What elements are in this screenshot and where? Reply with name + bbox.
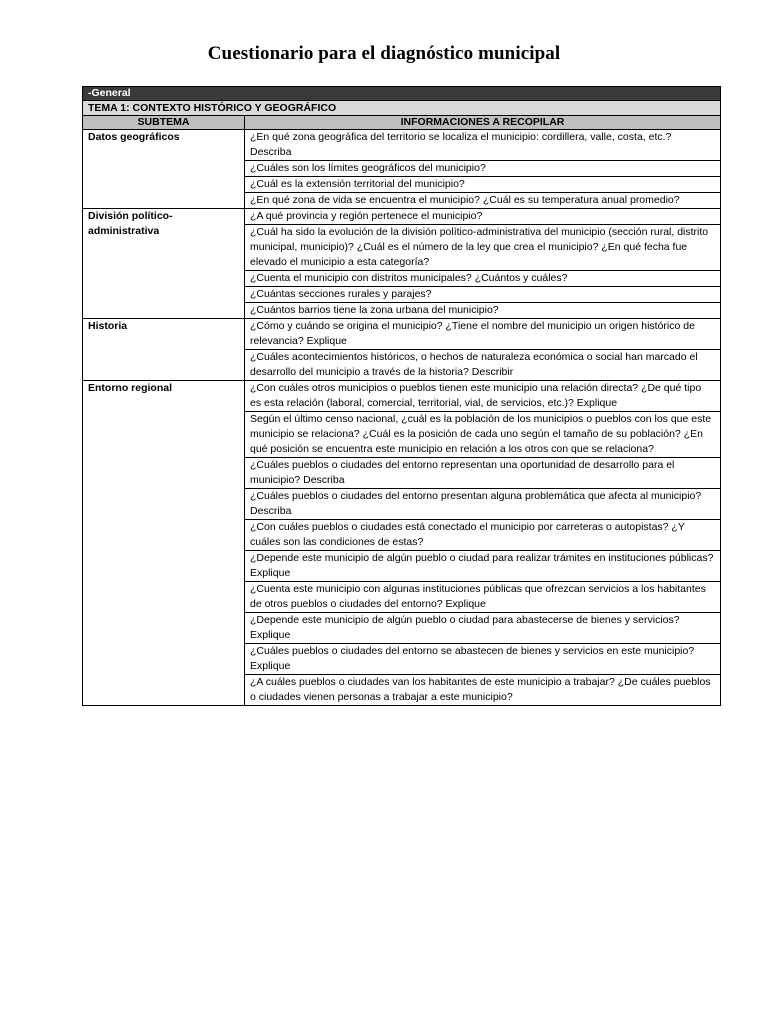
page-title: Cuestionario para el diagnóstico municipal — [207, 43, 561, 64]
question-cell: ¿Cuáles son los límites geográficos del municipio? — [245, 161, 721, 177]
question-cell: ¿Cuántos barrios tiene la zona urbana del municipio? — [245, 303, 721, 319]
question-cell: ¿Cuántas secciones rurales y parajes? — [245, 287, 721, 303]
subtema-cell: Entorno regional — [83, 381, 245, 706]
table-row — [83, 209, 721, 225]
question-cell: ¿A cuáles pueblos o ciudades van los habitantes de este municipio a trabajar? ¿De cuáles pueblos o ciudades vienen personas a trabajar a este municipio? — [245, 675, 721, 706]
question-cell: ¿Cuáles pueblos o ciudades del entorno representan una oportunidad de desarrollo para el municipio? Describa — [245, 458, 721, 489]
question-cell: ¿Con cuáles otros municipios o pueblos tienen este municipio una relación directa? ¿De qué tipo es esta relación (laboral, comercial, territorial, vial, de servicios, etc.)? Explique — [245, 381, 721, 412]
question-cell: ¿Cómo y cuándo se origina el municipio? ¿Tiene el nombre del municipio un origen histórico de relevancia? Explique — [245, 319, 721, 350]
question-cell: ¿Depende este municipio de algún pueblo o ciudad para abastecerse de bienes y servicios? Explique — [245, 613, 721, 644]
subtema-cell: Datos geográficos — [83, 130, 245, 209]
question-cell: ¿Cuenta el municipio con distritos municipales? ¿Cuántos y cuáles? — [245, 271, 721, 287]
question-cell: ¿Cuáles pueblos o ciudades del entorno se abastecen de bienes y servicios en este municipio? Explique — [245, 644, 721, 675]
question-cell: ¿Con cuáles pueblos o ciudades está conectado el municipio por carreteras o autopistas? ¿Y cuáles son las condiciones de estas? — [245, 520, 721, 551]
tema-row — [83, 101, 721, 116]
subtema-cell: División político-administrativa — [83, 209, 245, 319]
table-row — [83, 381, 721, 412]
question-cell: ¿Cuáles acontecimientos históricos, o hechos de naturaleza económica o social han marcado el desarrollo del municipio a través de la historia? Describir — [245, 350, 721, 381]
section-row — [83, 87, 721, 101]
question-cell: Según el último censo nacional, ¿cuál es la población de los municipios o pueblos con los que este municipio se relaciona? ¿Cuál es la posición de cada uno según el tamaño de su población? ¿En qué posición se encuentra este municipio en relación a los otros con que se relaciona? — [245, 412, 721, 458]
section-label: -General — [83, 87, 721, 101]
question-cell: ¿En qué zona geográfica del territorio se localiza el municipio: cordillera, valle, costa, etc.? Describa — [245, 130, 721, 161]
tema-label: TEMA 1: CONTEXTO HISTÓRICO Y GEOGRÁFICO — [83, 101, 721, 116]
question-cell: ¿Cuál es la extensión territorial del municipio? — [245, 177, 721, 193]
question-cell: ¿Cuál ha sido la evolución de la división político-administrativa del municipio (sección rural, distrito municipal, municipio)? ¿Cuál es el número de la ley que crea el municipio? ¿En qué fecha fue elevado el municipio a esta categoría? — [245, 225, 721, 271]
question-cell: ¿En qué zona de vida se encuentra el municipio? ¿Cuál es su temperatura anual promedio? — [245, 193, 721, 209]
question-cell: ¿Depende este municipio de algún pueblo o ciudad para realizar trámites en instituciones públicas? Explique — [245, 551, 721, 582]
table-row — [83, 130, 721, 161]
column-header-subtema: SUBTEMA — [83, 116, 245, 130]
table-header-row — [83, 116, 721, 130]
question-cell: ¿A qué provincia y región pertenece el municipio? — [245, 209, 721, 225]
column-header-info: INFORMACIONES A RECOPILAR — [245, 116, 721, 130]
subtema-cell: Historia — [83, 319, 245, 381]
question-cell: ¿Cuenta este municipio con algunas instituciones públicas que ofrezcan servicios a los habitantes de otros pueblos o ciudades del entorno? Explique — [245, 582, 721, 613]
question-cell: ¿Cuáles pueblos o ciudades del entorno presentan alguna problemática que afecta al municipio? Describa — [245, 489, 721, 520]
table-row — [83, 319, 721, 350]
questionnaire-table — [82, 86, 721, 706]
